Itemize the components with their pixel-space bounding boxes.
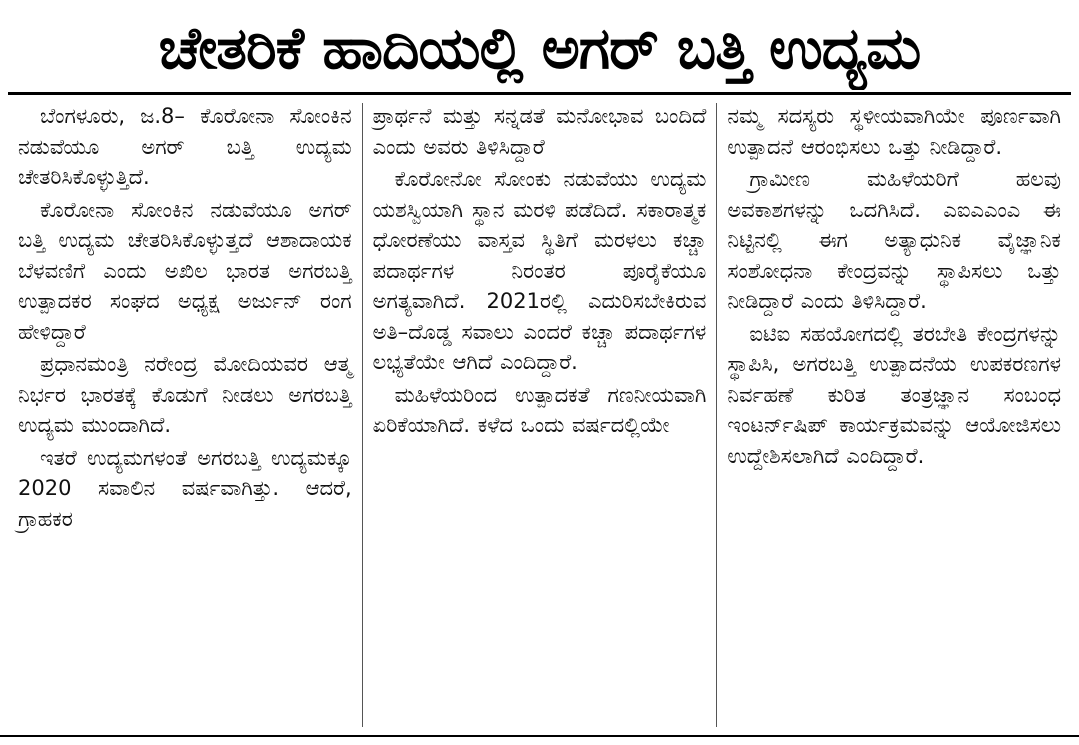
bottom-rule — [0, 735, 1079, 737]
paragraph: ನಮ್ಮ ಸದಸ್ಯರು ಸ್ಥಳೀಯವಾಗಿಯೇ ಪೂರ್ಣವಾಗಿ ಉತ್ಪಾದನೆ ಆರಂಭಿಸಲು ಒತ್ತು ನೀಡಿದ್ದಾರೆ. — [727, 104, 1062, 159]
column-2 — [363, 101, 717, 729]
paragraph: ಪ್ರಧಾನಮಂತ್ರಿ ನರೇಂದ್ರ ಮೋದಿಯವರ ಆತ್ಮ ನಿರ್ಭರ ಭಾರತಕ್ಕೆ ಕೊಡುಗೆ ನೀಡಲು ಅಗರಬತ್ತಿ ಉದ್ಯಮ ಮುಂದಾಗಿದೆ. — [18, 352, 352, 437]
paragraph: ಐಟಿಐ ಸಹಯೋಗದಲ್ಲಿ ತರಬೇತಿ ಕೇಂದ್ರಗಳನ್ನು ಸ್ಥಾಪಿಸಿ, ಅಗರಬತ್ತಿ ಉತ್ಪಾದನೆಯ ಉಪಕರಣಗಳ ನಿರ್ವಹಣೆ ಕುರಿತ ತಂತ್ರಜ್ಞಾನ ಸಂಬಂಧ ಇಂಟರ್ನ್‌ಷಿಪ್ ಕಾರ್ಯಕ್ರಮವನ್ನು ಆಯೋಜಿಸಲು ಉದ್ದೇಶಿಸಲಾಗಿದೆ ಎಂದಿದ್ದಾರೆ. — [727, 321, 1062, 468]
paragraph: ಕೊರೋನಾ ಸೋಂಕಿನ ನಡುವೆಯೂ ಅಗರ್ ಬತ್ತಿ ಉದ್ಯಮ ಚೇತರಿಸಿಕೊಳ್ಳುತ್ತದೆ ಆಶಾದಾಯಕ ಬೆಳವಣಿಗೆ ಎಂದು ಅಖಿಲ ಭಾರತ ಅಗರಬತ್ತಿ ಉತ್ಪಾದಕರ ಸಂಘದ ಅಧ್ಯಕ್ಷ ಅರ್ಜುನ್ ರಂಗ ಹೇಳಿದ್ದಾರೆ — [18, 197, 352, 344]
paragraph: ಪ್ರಾರ್ಥನೆ ಮತ್ತು ಸನ್ನಡತೆ ಮನೋಭಾವ ಬಂದಿದೆ ಎಂದು ಅವರು ತಿಳಿಸಿದ್ದಾರೆ — [372, 104, 707, 159]
column-3 — [717, 101, 1071, 729]
paragraph: ಕೊರೋನೋ ಸೋಂಕು ನಡುವೆಯು ಉದ್ಯಮ ಯಶಸ್ವಿಯಾಗಿ ಸ್ಥಾನ ಮರಳಿ ಪಡೆದಿದೆ. ಸಕಾರಾತ್ಮಕ ಧೋರಣೆಯು ವಾಸ್ತವ ಸ್ಥಿತಿಗೆ ಮರಳಲು ಕಚ್ಚಾ ಪದಾರ್ಥಗಳ ನಿರಂತರ ಪೂರೈಕೆಯೂ ಅಗತ್ಯವಾಗಿದೆ. 2021ರಲ್ಲಿ ಎದುರಿಸಬೇಕಿರುವ ಅತಿ–ದೊಡ್ಡ ಸವಾಲು ಎಂದರೆ ಕಚ್ಚಾ ಪದಾರ್ಥಗಳ ಲಭ್ಯತೆಯೇ ಆಗಿದೆ ಎಂದಿದ್ದಾರೆ. — [372, 167, 707, 374]
paragraph: ಬೆಂಗಳೂರು, ಜ.8– ಕೊರೋನಾ ಸೋಂಕಿನ ನಡುವೆಯೂ ಅಗರ್ ಬತ್ತಿ ಉದ್ಯಮ ಚೇತರಿಸಿಕೊಳ್ಳುತ್ತಿದೆ. — [18, 104, 352, 189]
headline: ಚೇತರಿಕೆ ಹಾದಿಯಲ್ಲಿ ಅಗರ್ ಬತ್ತಿ ಉದ್ಯಮ — [158, 14, 921, 82]
paragraph: ಮಹಿಳೆಯರಿಂದ ಉತ್ಪಾದಕತೆ ಗಣನೀಯವಾಗಿ ಏರಿಕೆಯಾಗಿದೆ. ಕಳೆದ ಒಂದು ವರ್ಷದಲ್ಲಿಯೇ — [372, 382, 707, 437]
paragraph: ಗ್ರಾಮೀಣ ಮಹಿಳೆಯರಿಗೆ ಹಲವು ಅವಕಾಶಗಳನ್ನು ಒದಗಿಸಿದೆ. ಎಐಎಎಂಎ ಈ ನಿಟ್ಟಿನಲ್ಲಿ ಈಗ ಅತ್ಯಾಧುನಿಕ ವೈಜ್ಞಾನಿಕ ಸಂಶೋಧನಾ ಕೇಂದ್ರವನ್ನು ಸ್ಥಾಪಿಸಲು ಒತ್ತು ನೀಡಿದ್ದಾರೆ ಎಂದು ತಿಳಿಸಿದ್ದಾರೆ. — [727, 167, 1062, 313]
headline-rule — [8, 92, 1071, 95]
article-columns — [8, 101, 1071, 729]
paragraph: ಇತರೆ ಉದ್ಯಮಗಳಂತೆ ಅಗರಬತ್ತಿ ಉದ್ಯಮಕ್ಕೂ 2020 ಸವಾಲಿನ ವರ್ಷವಾಗಿತ್ತು. ಆದರೆ, ಗ್ರಾಹಕರ — [18, 445, 352, 531]
column-1 — [8, 101, 362, 729]
